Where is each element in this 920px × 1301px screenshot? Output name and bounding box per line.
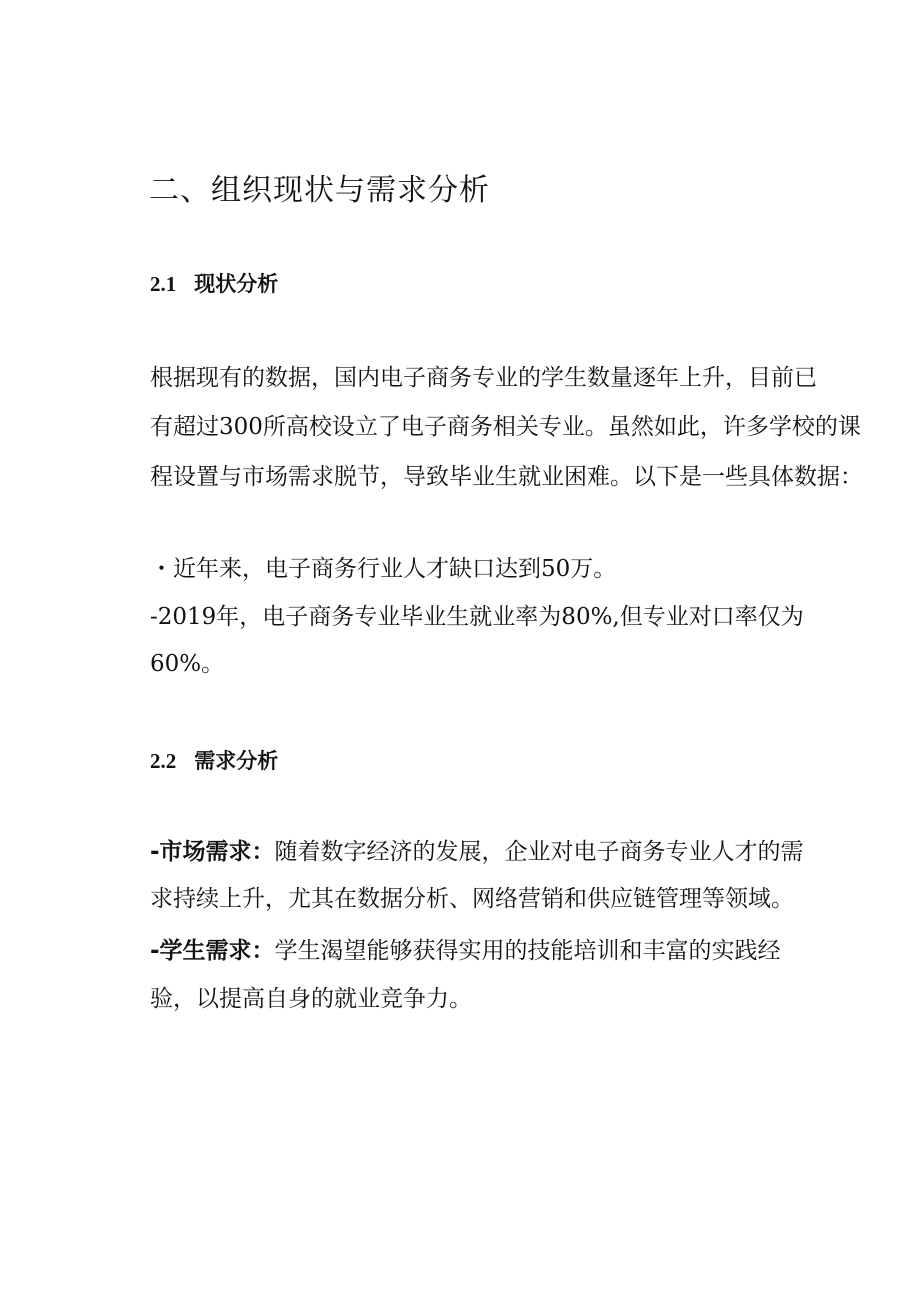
section-number: 2.1	[150, 272, 177, 296]
section-heading-2-1	[150, 268, 278, 298]
intro-paragraph-line-1: 根据现有的数据，国内电子商务专业的学生数量逐年上升，目前已	[150, 365, 817, 391]
section-heading-2-2	[150, 745, 278, 775]
market-demand-text: 随着数字经济的发展，企业对电子商务专业人才的需	[274, 839, 804, 865]
market-demand-line-2: 求持续上升，尤其在数据分析、网络营销和供应链管理等领域。	[150, 886, 794, 912]
section-label: 需求分析	[194, 749, 279, 773]
data-point-employment-rate-line-1: -2019年，电子商务专业毕业生就业率为80%,但专业对口率仅为	[150, 604, 804, 630]
student-demand-line-1	[150, 932, 781, 965]
student-demand-key: -学生需求：	[150, 938, 275, 964]
intro-paragraph-line-3: 程设置与市场需求脱节，导致毕业生就业困难。以下是一些具体数据：	[150, 464, 863, 490]
market-demand-line-1	[150, 833, 804, 866]
section-label: 现状分析	[194, 272, 279, 296]
student-demand-text: 学生渴望能够获得实用的技能培训和丰富的实践经	[274, 938, 781, 964]
data-point-employment-rate-line-2: 60%。	[150, 651, 225, 677]
market-demand-key: -市场需求：	[150, 839, 275, 865]
data-point-talent-gap: ・近年来，电子商务行业人才缺口达到50万。	[150, 556, 617, 582]
student-demand-line-2: 验，以提高自身的就业竞争力。	[150, 986, 472, 1012]
page-title: 二、组织现状与需求分析	[149, 173, 490, 208]
section-number: 2.2	[150, 749, 177, 773]
intro-paragraph-line-2: 有超过300所高校设立了电子商务相关专业。虽然如此，许多学校的课	[150, 414, 861, 440]
